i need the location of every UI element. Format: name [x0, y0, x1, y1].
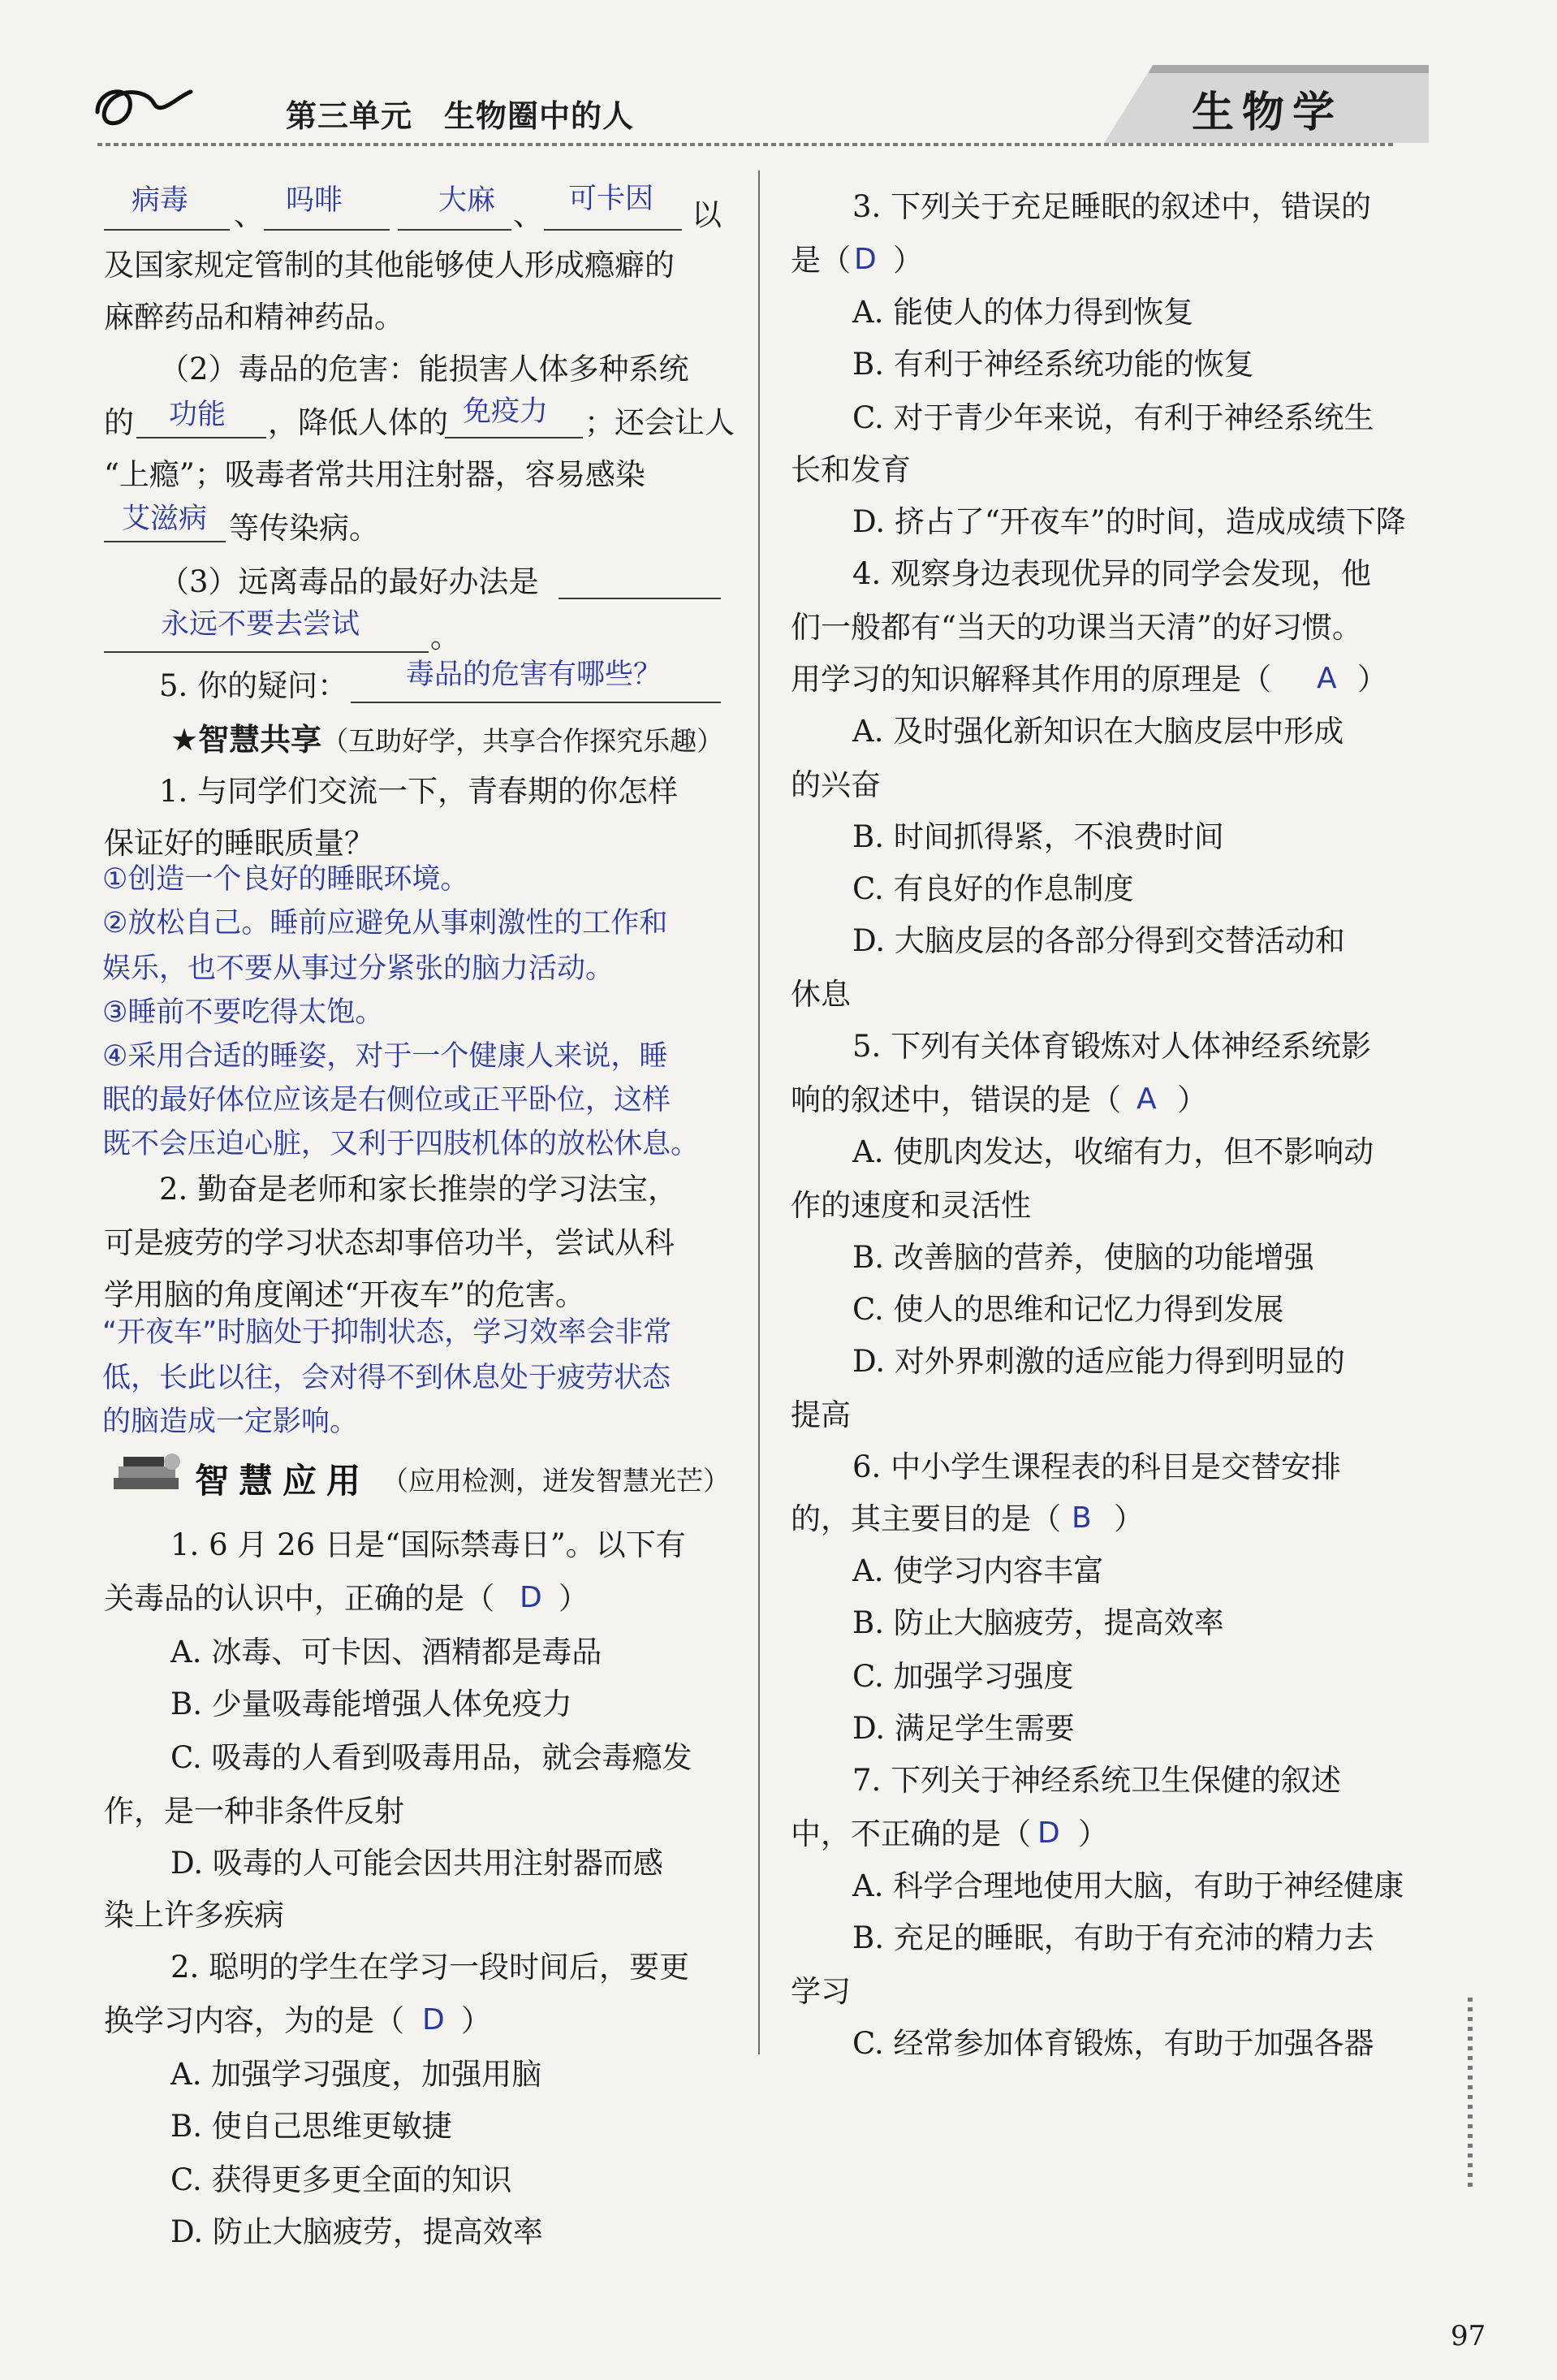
question-text: 7. 下列关于神经系统卫生保健的叙述	[852, 1763, 1342, 1798]
separator: 、	[513, 197, 543, 232]
column-divider	[758, 171, 760, 2054]
text-line: ）	[1114, 1501, 1144, 1536]
option: D. 吸毒的人可能会因共用注射器而感	[170, 1846, 663, 1881]
swirl-logo-icon	[89, 71, 195, 136]
answer-blank-1: 病毒	[132, 184, 189, 217]
answer-immunity: 免疫力	[463, 395, 549, 428]
handwritten-answer: 的脑造成一定影响。	[102, 1406, 359, 1438]
text-line: 2. 勤奋是老师和家长推崇的学习法宝，	[159, 1172, 679, 1207]
blank	[104, 651, 429, 653]
question-text: 中，不正确的是（	[791, 1816, 1031, 1851]
text-line: 保证好的睡眠质量？	[104, 826, 374, 861]
section-title: 智慧应用	[195, 1461, 371, 1501]
option: D. 满足学生需要	[852, 1711, 1075, 1746]
question-text: 们一般都有“当天的功课当天清”的好习惯。	[791, 610, 1362, 645]
answer-function: 功能	[169, 399, 226, 431]
question-text: 5. 下列有关体育锻炼对人体神经系统影	[852, 1029, 1372, 1064]
option: C. 对于青少年来说，有利于神经系统生	[852, 400, 1374, 435]
question-text: 响的叙述中，错误的是（	[791, 1082, 1121, 1117]
option: 作的速度和灵活性	[791, 1188, 1031, 1223]
option: 长和发育	[791, 452, 911, 487]
handwritten-answer: ②放松自己。睡前应避免从事刺激性的工作和	[102, 907, 668, 939]
text-line: ）	[1078, 1816, 1108, 1851]
option: A. 及时强化新知识在大脑皮层中形成	[852, 714, 1344, 749]
option: 休息	[791, 977, 851, 1012]
question-text: 2. 聪明的学生在学习一段时间后，要更	[170, 1950, 690, 1985]
question-text: 换学习内容，为的是（	[104, 2003, 404, 2038]
option: A. 使肌肉发达，收缩有力，但不影响动	[852, 1134, 1374, 1169]
text-line: 。	[430, 620, 460, 654]
text-line: 1. 与同学们交流一下，青春期的你怎样	[159, 774, 679, 809]
answer-blank-2: 吗啡	[286, 184, 343, 217]
blank	[351, 702, 721, 703]
text-line: 等传染病。	[229, 511, 379, 546]
text-line: ）	[461, 2003, 491, 2038]
handwritten-answer: 眠的最好体位应该是右侧位或正平卧位，这样	[102, 1084, 671, 1117]
blank	[104, 541, 226, 542]
text-line: （2）毒品的危害：能损害人体多种系统	[159, 352, 689, 387]
question-text: 是（	[791, 243, 851, 278]
handwritten-answer: ④采用合适的睡姿，对于一个健康人来说，睡	[102, 1040, 668, 1073]
answer-choice: D	[1037, 1816, 1060, 1850]
blank	[264, 229, 390, 231]
handwritten-answer: 既不会压迫心脏，又利于四肢机体的放松休息。	[102, 1128, 700, 1160]
answer-never-try: 永远不要去尝试	[161, 608, 360, 641]
answer-choice: A	[1317, 662, 1337, 695]
section-title: ★智慧共享	[170, 722, 322, 758]
wisdom-share-heading	[170, 722, 724, 758]
blank	[559, 598, 721, 599]
answer-choice: D	[520, 1581, 542, 1614]
option: 作，是一种非条件反射	[104, 1794, 404, 1829]
answer-choice: D	[422, 2003, 445, 2037]
option: B. 使自己思维更敏捷	[170, 2109, 452, 2144]
option: A. 使学习内容丰富	[852, 1553, 1104, 1588]
question-text: 4. 观察身边表现优异的同学会发现，他	[852, 556, 1372, 591]
page-number: 97	[1451, 2320, 1486, 2352]
answer-blank-3: 大麻	[438, 184, 496, 217]
option: D. 对外界刺激的适应能力得到明显的	[852, 1344, 1345, 1379]
question-text: 3. 下列关于充足睡眠的叙述中，错误的	[852, 189, 1372, 224]
text-line: 及国家规定管制的其他能够使人形成瘾癖的	[104, 248, 675, 283]
text-line: ）	[1357, 662, 1387, 697]
option: D. 防止大脑疲劳，提高效率	[170, 2214, 543, 2249]
option: D. 挤占了“开夜车”的时间，造成成绩下降	[852, 504, 1406, 539]
text-line: ；还会让人	[584, 405, 735, 440]
text-line: ）	[559, 1581, 589, 1616]
blank	[398, 229, 511, 231]
answer-question: 毒品的危害有哪些？	[406, 659, 662, 691]
question-text: 的，其主要目的是（	[791, 1501, 1061, 1536]
text-line: ，降低人体的	[268, 405, 448, 440]
handwritten-answer: ①创造一个良好的睡眠环境。	[102, 863, 469, 896]
text-line: 以	[692, 197, 722, 232]
option: B. 改善脑的营养，使脑的功能增强	[852, 1240, 1314, 1275]
handwritten-answer: “开夜车”时脑处于抑制状态，学习效率会非常	[102, 1316, 672, 1349]
text-line: 麻醉药品和精神药品。	[104, 300, 404, 335]
margin-dots	[1468, 1998, 1473, 2192]
handwritten-answer: 娱乐，也不要从事过分紧张的脑力活动。	[102, 952, 615, 985]
answer-blank-4: 可卡因	[568, 183, 654, 215]
page-header	[0, 0, 1557, 162]
answer-choice: B	[1072, 1501, 1092, 1535]
blank	[445, 437, 583, 438]
question-text: 关毒品的认识中，正确的是（	[104, 1581, 494, 1616]
option: C. 吸毒的人看到吸毒用品，就会毒瘾发	[170, 1740, 692, 1775]
option: A. 科学合理地使用大脑，有助于神经健康	[852, 1868, 1404, 1903]
option: C. 使人的思维和记忆力得到发展	[852, 1292, 1284, 1327]
option: B. 少量吸毒能增强人体免疫力	[170, 1687, 572, 1721]
option: A. 能使人的体力得到恢复	[852, 295, 1194, 330]
question-text: 1. 6 月 26 日是“国际禁毒日”。以下有	[170, 1527, 686, 1562]
option: B. 充足的睡眠，有助于有充沛的精力去	[852, 1920, 1374, 1955]
text-line: ）	[1177, 1082, 1207, 1117]
option: 的兴奋	[791, 767, 881, 802]
option: B. 时间抓得紧，不浪费时间	[852, 819, 1224, 854]
unit-title: 第三单元 生物圈中的人	[286, 98, 635, 134]
option: C. 加强学习强度	[852, 1659, 1074, 1694]
text-line: 的	[104, 405, 134, 440]
text-line: 学用脑的角度阐述“开夜车”的危害。	[104, 1277, 585, 1312]
question-text: 用学习的知识解释其作用的原理是（	[791, 662, 1271, 697]
books-icon	[107, 1447, 188, 1496]
option: C. 有良好的作息制度	[852, 871, 1134, 906]
option: A. 冰毒、可卡因、酒精都是毒品	[170, 1635, 602, 1669]
blank	[544, 229, 682, 231]
option: 染上许多疾病	[104, 1898, 284, 1933]
answer-aids: 艾滋病	[122, 503, 208, 535]
question-text: 6. 中小学生课程表的科目是交替安排	[852, 1449, 1342, 1484]
text-line: “上瘾”；吸毒者常共用注射器，容易感染	[104, 457, 645, 492]
option: D. 大脑皮层的各部分得到交替活动和	[852, 923, 1345, 958]
answer-choice: A	[1136, 1082, 1157, 1116]
blank	[104, 229, 230, 231]
option: C. 经常参加体育锻炼，有助于加强各器	[852, 2026, 1374, 2061]
subject-title: 生物学	[1192, 89, 1344, 137]
option: A. 加强学习强度，加强用脑	[170, 2057, 542, 2092]
option: 提高	[791, 1397, 851, 1432]
option: 学习	[791, 1974, 851, 2009]
option: B. 有利于神经系统功能的恢复	[852, 347, 1254, 382]
text-line: （3）远离毒品的最好办法是	[159, 564, 539, 599]
handwritten-answer: 低，长此以往，会对得不到休息处于疲劳状态	[102, 1362, 671, 1394]
text-line: 可是疲劳的学习状态却事倍功半，尝试从科	[104, 1225, 675, 1260]
question-label: 5. 你的疑问：	[159, 668, 348, 703]
header-divider	[97, 143, 1396, 146]
blank	[136, 437, 266, 438]
text-line: ）	[893, 243, 923, 278]
separator: 、	[234, 197, 264, 232]
option: B. 防止大脑疲劳，提高效率	[852, 1605, 1224, 1640]
option: C. 获得更多更全面的知识	[170, 2162, 512, 2197]
answer-choice: D	[854, 243, 877, 276]
section-subtitle: （互助好学，共享合作探究乐趣）	[321, 725, 724, 757]
handwritten-answer: ③睡前不要吃得太饱。	[102, 996, 384, 1029]
section-subtitle: （应用检测，迸发智慧光芒）	[382, 1465, 730, 1497]
